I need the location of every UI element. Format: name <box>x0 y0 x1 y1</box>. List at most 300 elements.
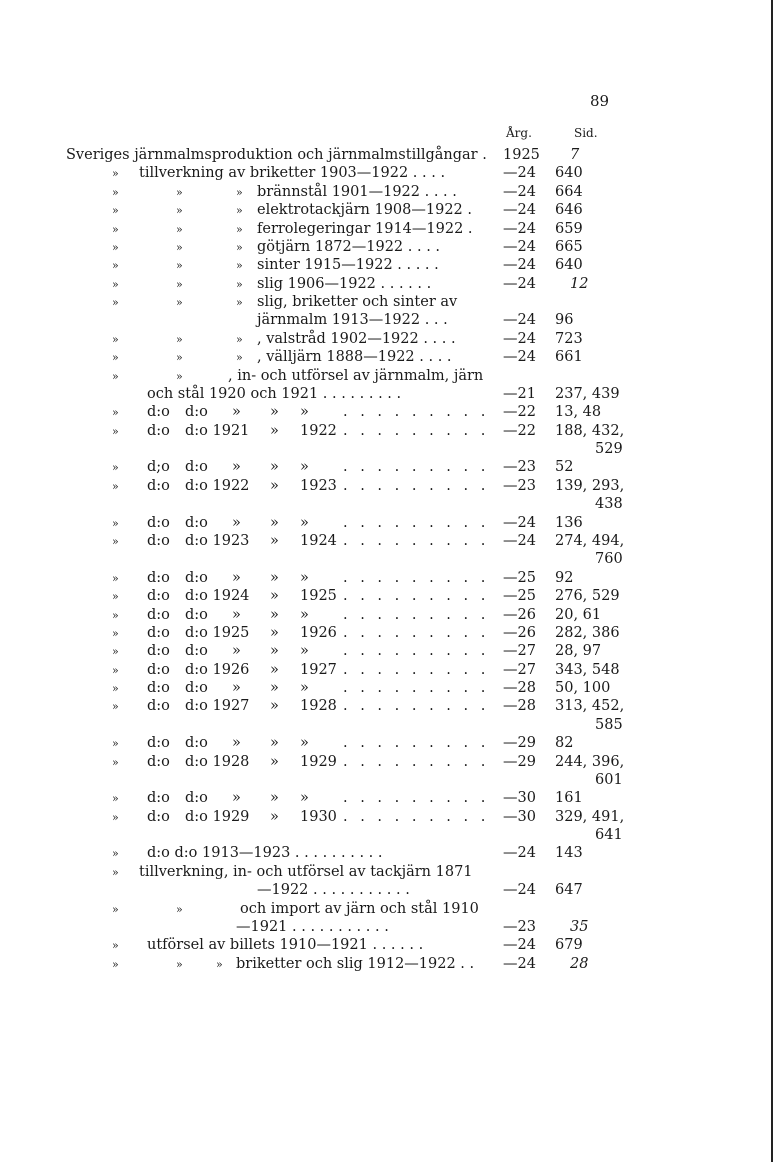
ditto-mark: » <box>176 240 183 254</box>
ditto-mark: » <box>236 351 243 365</box>
index-entry <box>0 477 776 496</box>
ditto-mark: » <box>270 735 279 752</box>
index-entry <box>0 624 776 643</box>
entry-text: —1922 . . . . . . . . . . . <box>257 882 410 899</box>
index-entry <box>0 238 776 257</box>
entry-text: slig, briketter och sinter av <box>257 294 458 311</box>
index-entry <box>0 183 776 202</box>
index-entry <box>0 844 776 863</box>
entry-page: 35 <box>570 918 589 935</box>
ditto-mark: » <box>112 204 119 218</box>
ditto-text: d:o 1929 <box>185 808 250 825</box>
entry-year: —23 <box>503 459 536 476</box>
index-entry <box>0 955 776 974</box>
entry-page: 665 <box>555 238 583 255</box>
ditto-mark: » <box>232 404 241 421</box>
index-entry <box>0 458 776 477</box>
ditto-mark: » <box>236 259 243 273</box>
index-entry <box>0 716 776 735</box>
entry-year: —27 <box>503 643 536 660</box>
entry-text: slig 1906—1922 . . . . . . <box>257 275 432 292</box>
entry-page: 329, 491, <box>555 808 625 825</box>
leader-dots: . . . . . . . . . <box>343 532 490 549</box>
entry-text: » <box>300 606 309 623</box>
ditto-mark: » <box>232 606 241 623</box>
index-entry <box>0 918 776 937</box>
ditto-mark: » <box>112 902 119 916</box>
entry-text: tillverkning, in- och utförsel av tackjärn 1871 <box>139 863 473 880</box>
entry-year: —27 <box>503 661 536 678</box>
entry-year: —24 <box>503 955 536 972</box>
ditto-mark: » <box>112 608 119 622</box>
leader-dots: . . . . . . . . . <box>343 624 490 641</box>
entry-text: sinter 1915—1922 . . . . . <box>257 257 439 274</box>
ditto-text: d:o <box>147 643 170 660</box>
page-number: 89 <box>590 92 610 110</box>
ditto-text: d:o <box>185 790 208 807</box>
index-entry <box>0 495 776 514</box>
ditto-mark: » <box>176 185 183 199</box>
leader-dots: . . . . . . . . . <box>343 422 490 439</box>
entry-text: 1925 <box>300 588 337 605</box>
entry-year: —24 <box>503 257 536 274</box>
entry-text: ferrolegeringar 1914—1922 . <box>257 220 473 237</box>
entry-text: 1926 <box>300 624 337 641</box>
ditto-text: d:o <box>147 532 170 549</box>
leader-dots: . . . . . . . . . <box>343 735 490 752</box>
entry-page: 640 <box>555 257 583 274</box>
entry-year: —24 <box>503 349 536 366</box>
entry-year: —24 <box>503 165 536 182</box>
ditto-mark: » <box>112 645 119 659</box>
entry-year: —26 <box>503 624 536 641</box>
leader-dots: . . . . . . . . . <box>343 404 490 421</box>
ditto-mark: » <box>112 516 119 530</box>
index-entry <box>0 808 776 827</box>
entry-year: —26 <box>503 606 536 623</box>
entry-year: —24 <box>503 514 536 531</box>
ditto-mark: » <box>112 663 119 677</box>
entry-text: , välljärn 1888—1922 . . . . <box>257 349 452 366</box>
ditto-mark: » <box>236 332 243 346</box>
entry-text: » <box>300 514 309 531</box>
ditto-mark: » <box>112 332 119 346</box>
entry-year: —24 <box>503 220 536 237</box>
entry-page: 282, 386 <box>555 624 620 641</box>
ditto-mark: » <box>270 422 279 439</box>
ditto-mark: » <box>270 404 279 421</box>
ditto-mark: » <box>112 259 119 273</box>
index-entry <box>0 642 776 661</box>
leader-dots: . . . . . . . . . <box>343 643 490 660</box>
entry-page: 50, 100 <box>555 680 611 697</box>
ditto-mark: » <box>176 204 183 218</box>
index-entry <box>0 440 776 459</box>
entry-page: 274, 494, <box>555 532 625 549</box>
entry-text: » <box>300 735 309 752</box>
index-entry <box>0 422 776 441</box>
index-entry <box>0 311 776 330</box>
ditto-mark: » <box>112 424 119 438</box>
ditto-mark: » <box>112 222 119 236</box>
entry-text: 1930 <box>300 808 337 825</box>
entry-page: 12 <box>570 275 589 292</box>
index-entry <box>0 863 776 882</box>
ditto-text: d:o <box>185 569 208 586</box>
entry-year: —30 <box>503 808 536 825</box>
entry-text: » <box>300 404 309 421</box>
ditto-mark: » <box>112 865 119 879</box>
entry-page: 529 <box>595 441 623 458</box>
index-entry <box>0 936 776 955</box>
ditto-mark: » <box>236 240 243 254</box>
entry-year: —24 <box>503 202 536 219</box>
entry-text: » <box>300 459 309 476</box>
ditto-mark: » <box>270 588 279 605</box>
ditto-text: d:o <box>147 808 170 825</box>
ditto-text: d:o <box>185 643 208 660</box>
index-entry <box>0 734 776 753</box>
ditto-text: d:o 1927 <box>185 698 250 715</box>
entry-page: 143 <box>555 845 583 862</box>
entry-page: 641 <box>595 827 623 844</box>
entry-page: 760 <box>595 551 623 568</box>
index-entry <box>0 881 776 900</box>
ditto-mark: » <box>112 571 119 585</box>
ditto-mark: » <box>112 351 119 365</box>
index-entry <box>0 569 776 588</box>
ditto-mark: » <box>112 296 119 310</box>
ditto-text: d:o <box>185 606 208 623</box>
ditto-text: d:o 1924 <box>185 588 250 605</box>
entry-text: utförsel av billets 1910—1921 . . . . . . <box>147 937 424 954</box>
ditto-mark: » <box>236 204 243 218</box>
entry-year: —22 <box>503 422 536 439</box>
entry-year: 1925 <box>503 147 540 163</box>
ditto-mark: » <box>232 735 241 752</box>
entry-text: 1927 <box>300 661 337 678</box>
leader-dots: . . . . . . . . . <box>343 753 490 770</box>
ditto-mark: » <box>232 790 241 807</box>
ditto-mark: » <box>176 332 183 346</box>
ditto-mark: » <box>270 790 279 807</box>
entry-text: briketter och slig 1912—1922 . . <box>236 955 475 972</box>
ditto-mark: » <box>112 737 119 751</box>
entry-page: 313, 452, <box>555 698 625 715</box>
entry-year: —21 <box>503 385 536 402</box>
index-entry <box>0 697 776 716</box>
entry-year: —24 <box>503 532 536 549</box>
ditto-text: d:o 1921 <box>185 422 250 439</box>
entry-year: —24 <box>503 312 536 329</box>
entry-text: » <box>300 569 309 586</box>
ditto-text: d:o <box>147 735 170 752</box>
ditto-mark: » <box>176 351 183 365</box>
entry-year: —24 <box>503 183 536 200</box>
entry-page: 20, 61 <box>555 606 602 623</box>
ditto-text: d:o <box>185 735 208 752</box>
ditto-text: d:o <box>147 606 170 623</box>
ditto-mark: » <box>236 296 243 310</box>
index-entry <box>0 293 776 312</box>
entry-text: 1923 <box>300 477 337 494</box>
entry-year: —24 <box>503 330 536 347</box>
entry-year: —25 <box>503 569 536 586</box>
entry-page: 438 <box>595 496 623 513</box>
entry-page: 82 <box>555 735 574 752</box>
ditto-mark: » <box>112 590 119 604</box>
ditto-text: d:o <box>147 680 170 697</box>
leader-dots: . . . . . . . . . <box>343 459 490 476</box>
ditto-mark: » <box>112 240 119 254</box>
entry-page: 646 <box>555 202 583 219</box>
index-entry <box>0 330 776 349</box>
leader-dots: . . . . . . . . . <box>343 588 490 605</box>
entry-year: —24 <box>503 275 536 292</box>
ditto-text: d:o <box>185 404 208 421</box>
index-entry <box>0 587 776 606</box>
index-entry <box>0 220 776 239</box>
leader-dots: . . . . . . . . . <box>343 477 490 494</box>
ditto-mark: » <box>176 277 183 291</box>
ditto-mark: » <box>270 606 279 623</box>
entry-page: 679 <box>555 937 583 954</box>
ditto-mark: » <box>112 369 119 383</box>
index-entry <box>0 753 776 772</box>
entry-text: , in- och utförsel av järnmalm, järn <box>228 367 484 384</box>
leader-dots: . . . . . . . . . <box>343 680 490 697</box>
entry-text: d:o d:o 1913—1923 . . . . . . . . . . <box>147 845 383 862</box>
ditto-text: d:o <box>147 588 170 605</box>
leader-dots: . . . . . . . . . <box>343 606 490 623</box>
column-header-arg: Årg. <box>506 126 532 140</box>
index-entry <box>0 661 776 680</box>
entry-page: 244, 396, <box>555 753 625 770</box>
index-entry <box>0 514 776 533</box>
ditto-text: d:o <box>147 790 170 807</box>
ditto-text: d:o 1923 <box>185 532 250 549</box>
ditto-mark: » <box>112 534 119 548</box>
ditto-mark: » <box>270 569 279 586</box>
entry-page: 96 <box>555 312 574 329</box>
index-entry <box>0 348 776 367</box>
entry-page: 139, 293, <box>555 477 625 494</box>
entry-page: 136 <box>555 514 583 531</box>
entry-year: —29 <box>503 735 536 752</box>
ditto-mark: » <box>232 459 241 476</box>
leader-dots: . . . . . . . . . <box>343 661 490 678</box>
entry-year: —28 <box>503 680 536 697</box>
index-entry <box>0 164 776 183</box>
leader-dots: . . . . . . . . . <box>343 569 490 586</box>
index-entry <box>0 550 776 569</box>
entry-text: brännstål 1901—1922 . . . . <box>257 183 457 200</box>
entry-page: 92 <box>555 569 574 586</box>
entry-text: och stål 1920 och 1921 . . . . . . . . . <box>147 385 402 402</box>
entry-text: och import av järn och stål 1910 <box>240 900 479 917</box>
ditto-text: d:o 1925 <box>185 624 250 641</box>
ditto-mark: » <box>176 296 183 310</box>
ditto-text: d:o <box>185 680 208 697</box>
ditto-text: d:o 1926 <box>185 661 250 678</box>
entry-page: 343, 548 <box>555 661 620 678</box>
ditto-mark: » <box>216 957 223 971</box>
ditto-mark: » <box>112 957 119 971</box>
ditto-mark: » <box>270 753 279 770</box>
ditto-text: d:o <box>147 404 170 421</box>
ditto-mark: » <box>270 514 279 531</box>
entry-page: 601 <box>595 771 623 788</box>
ditto-mark: » <box>112 682 119 696</box>
entry-text: 1928 <box>300 698 337 715</box>
entry-year: —28 <box>503 698 536 715</box>
ditto-mark: » <box>270 624 279 641</box>
ditto-text: d:o <box>147 514 170 531</box>
entry-year: —24 <box>503 238 536 255</box>
ditto-mark: » <box>270 643 279 660</box>
ditto-mark: » <box>176 222 183 236</box>
entry-text: 1929 <box>300 753 337 770</box>
ditto-mark: » <box>270 459 279 476</box>
entry-page: 276, 529 <box>555 588 620 605</box>
ditto-text: d;o <box>147 459 170 476</box>
ditto-mark: » <box>112 479 119 493</box>
ditto-mark: » <box>270 698 279 715</box>
ditto-text: d:o 1928 <box>185 753 250 770</box>
entry-year: —24 <box>503 937 536 954</box>
entry-page: 664 <box>555 183 583 200</box>
ditto-text: d:o <box>147 753 170 770</box>
index-entry <box>0 367 776 386</box>
index-entry <box>0 679 776 698</box>
entry-page: 13, 48 <box>555 404 602 421</box>
entry-text: tillverkning av briketter 1903—1922 . . . . <box>139 165 446 182</box>
leader-dots: . . . . . . . . . <box>343 808 490 825</box>
entry-year: —24 <box>503 882 536 899</box>
column-header-sid: Sid. <box>574 126 598 140</box>
entry-page: 661 <box>555 349 583 366</box>
ditto-text: d:o <box>185 514 208 531</box>
index-entry <box>0 201 776 220</box>
index-entry <box>0 789 776 808</box>
ditto-mark: » <box>112 755 119 769</box>
entry-text: 1922 <box>300 422 337 439</box>
ditto-mark: » <box>112 792 119 806</box>
ditto-mark: » <box>112 626 119 640</box>
entry-text: » <box>300 643 309 660</box>
entry-page: 659 <box>555 220 583 237</box>
index-entry <box>0 771 776 790</box>
entry-year: —23 <box>503 918 536 935</box>
leader-dots: . . . . . . . . . <box>343 790 490 807</box>
entry-year: —29 <box>503 753 536 770</box>
ditto-text: d:o <box>185 459 208 476</box>
ditto-mark: » <box>112 847 119 861</box>
entry-page: 28 <box>570 955 589 972</box>
index-entry <box>0 275 776 294</box>
ditto-mark: » <box>176 259 183 273</box>
entry-page: 161 <box>555 790 583 807</box>
ditto-mark: » <box>112 277 119 291</box>
ditto-mark: » <box>270 680 279 697</box>
entry-text: Sveriges järnmalmsproduktion och järnmalmstillgångar . <box>66 147 487 163</box>
entry-text: 1924 <box>300 532 337 549</box>
ditto-mark: » <box>232 643 241 660</box>
entry-page: 52 <box>555 459 574 476</box>
ditto-mark: » <box>112 700 119 714</box>
entry-page: 188, 432, <box>555 422 625 439</box>
ditto-mark: » <box>270 532 279 549</box>
ditto-mark: » <box>112 406 119 420</box>
ditto-mark: » <box>112 939 119 953</box>
entry-text: —1921 . . . . . . . . . . . <box>236 918 389 935</box>
ditto-mark: » <box>112 167 119 181</box>
leader-dots: . . . . . . . . . <box>343 698 490 715</box>
ditto-mark: » <box>232 569 241 586</box>
ditto-mark: » <box>236 277 243 291</box>
entry-text: järnmalm 1913—1922 . . . <box>257 312 448 329</box>
ditto-mark: » <box>176 957 183 971</box>
ditto-mark: » <box>176 902 183 916</box>
entry-page: 640 <box>555 165 583 182</box>
index-entry <box>0 900 776 919</box>
index-entry <box>0 532 776 551</box>
ditto-text: d:o <box>147 477 170 494</box>
entry-text: götjärn 1872—1922 . . . . <box>257 238 441 255</box>
index-entry <box>0 256 776 275</box>
index-entry <box>0 606 776 625</box>
entry-year: —25 <box>503 588 536 605</box>
entry-year: —24 <box>503 845 536 862</box>
ditto-text: d:o <box>147 422 170 439</box>
ditto-mark: » <box>176 369 183 383</box>
entry-text: , valstråd 1902—1922 . . . . <box>257 330 456 347</box>
ditto-mark: » <box>232 514 241 531</box>
entry-page: 237, 439 <box>555 385 620 402</box>
ditto-mark: » <box>112 461 119 475</box>
entry-text: » <box>300 790 309 807</box>
entry-year: —22 <box>503 404 536 421</box>
entry-year: —23 <box>503 477 536 494</box>
ditto-text: d:o <box>147 624 170 641</box>
ditto-mark: » <box>232 680 241 697</box>
entry-page: 7 <box>570 147 580 163</box>
index-entry <box>0 826 776 845</box>
ditto-mark: » <box>270 661 279 678</box>
ditto-text: d:o <box>147 569 170 586</box>
index-entry <box>0 146 776 165</box>
ditto-mark: » <box>270 477 279 494</box>
ditto-mark: » <box>270 808 279 825</box>
ditto-mark: » <box>112 185 119 199</box>
ditto-text: d:o 1922 <box>185 477 250 494</box>
ditto-text: d:o <box>147 661 170 678</box>
ditto-mark: » <box>236 222 243 236</box>
entry-text: » <box>300 680 309 697</box>
index-entry <box>0 403 776 422</box>
entry-text: elektrotackjärn 1908—1922 . <box>257 202 472 219</box>
ditto-mark: » <box>112 810 119 824</box>
entry-year: —30 <box>503 790 536 807</box>
index-entry <box>0 385 776 404</box>
entry-page: 28, 97 <box>555 643 602 660</box>
ditto-text: d:o <box>147 698 170 715</box>
entry-page: 585 <box>595 716 623 733</box>
entry-page: 647 <box>555 882 583 899</box>
ditto-mark: » <box>236 185 243 199</box>
entry-page: 723 <box>555 330 583 347</box>
leader-dots: . . . . . . . . . <box>343 514 490 531</box>
